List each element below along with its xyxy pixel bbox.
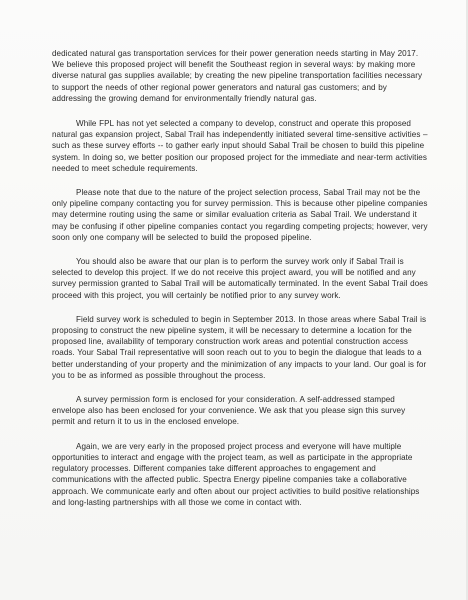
paragraph-selection-process: Please note that due to the nature of the project selection process, Sabal Trail may not be the only pipeline company contacting you for survey permission. This is because other pipeline companies may determine routing using the same or similar evaluation criteria as Sabal Trail. We understand it may be confusing if other pipeline companies contact you regarding competing projects; however, very soon only one company will be selected to build the proposed pipeline. <box>52 188 428 242</box>
paragraph-project-benefits: dedicated natural gas transportation services for their power generation needs starting in May 2017. We believe this proposed project will benefit the Southeast region in several ways: by making more diverse natural gas supplies available; by creating the new pipeline transportation facilities necessary to support the needs of other regional power generators and natural gas customers; and by addressing the growing demand for environmentally friendly natural gas. <box>52 49 423 103</box>
paragraph-survey-conditions: You should also be aware that our plan is to perform the survey work only if Sabal Trail is selected to develop this project. If we do not receive this project award, you will be notified and any survey permission granted to Sabal Trail will be automatically terminated. In the event Sabal Trail does proceed with this project, you will certainly be notified prior to any survey work. <box>52 257 428 300</box>
paragraph-engagement: Again, we are very early in the proposed project process and everyone will have multiple opportunities to interact and engage with the project team, as well as participate in the appropriate regulatory processes. Different companies take different approaches to engagement and communications with the affected public. Spectra Energy pipeline companies take a collaborative approach. We communicate early and often about our project activities to build positive relationships and long-lasting partnerships with all those we come in contact with. <box>52 441 420 507</box>
paragraph-permission-form: A survey permission form is enclosed for your consideration. A self-addressed stamped envelope also has been enclosed for your convenience. We ask that you please sign this survey permit and return it to us in the enclosed envelope. <box>52 395 406 427</box>
paragraph-field-survey-schedule: Field survey work is scheduled to begin in September 2013. In those areas where Sabal Trail is proposing to construct the new pipeline system, it will be necessary to determine a location for the proposed line, availability of temporary construction work areas and potential construction access roads. Your Sabal Trail representative will soon reach out to you to begin the dialogue that leads to a better understanding of your property and the minimization of any impacts to your land. Our goal is for you to be as informed as possible throughout the process. <box>52 314 427 380</box>
paragraph-fpl-selection: While FPL has not yet selected a company to develop, construct and operate this proposed natural gas expansion project, Sabal Trail has independently initiated several time-sensitive activities – such as these survey efforts -- to gather early input should Sabal Trail be chosen to build this pipeline system. In doing so, we better position our proposed project for the immediate and near-term activities needed to meet schedule requirements. <box>52 119 428 173</box>
